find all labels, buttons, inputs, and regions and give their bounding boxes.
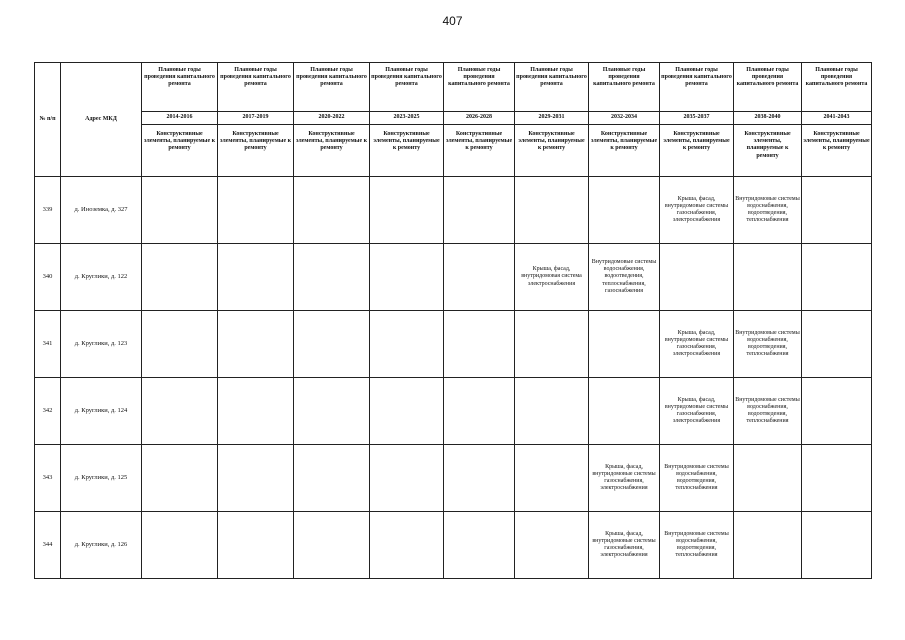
table-cell [218, 311, 294, 378]
elements-header: Конструктивные элементы, планируемые к ремонту [589, 125, 660, 177]
table-cell [218, 177, 294, 244]
plan-header: Плановые годы проведения капитального ремонта [444, 63, 515, 112]
table-cell [218, 512, 294, 579]
table-cell [444, 177, 515, 244]
column-header-address: Адрес МКД [61, 63, 142, 177]
table-cell [802, 378, 872, 445]
table-cell [142, 378, 218, 445]
table-cell [142, 445, 218, 512]
table-cell [802, 244, 872, 311]
table-cell: Внутридомовые системы водоснабжения, водоотведения, теплоснабжения [734, 177, 802, 244]
table-cell [660, 244, 734, 311]
year-range: 2032-2034 [589, 112, 660, 125]
plan-header: Плановые годы проведения капитального ремонта [734, 63, 802, 112]
year-range: 2026-2028 [444, 112, 515, 125]
table-cell [142, 512, 218, 579]
table-cell: Крыша, фасад, внутридомовая система электроснабжения [515, 244, 589, 311]
table-cell: Крыша, фасад, внутридомовые системы газоснабжения, электроснабжения [660, 378, 734, 445]
table-cell: Крыша, фасад, внутридомовые системы газоснабжения, электроснабжения [660, 311, 734, 378]
plan-header: Плановые годы проведения капитального ремонта [660, 63, 734, 112]
elements-header: Конструктивные элементы, планируемые к ремонту [294, 125, 370, 177]
row-number: 344 [35, 512, 61, 579]
table-cell [218, 378, 294, 445]
table-row [35, 244, 872, 311]
page-number: 407 [442, 14, 463, 28]
table-cell [444, 244, 515, 311]
table-cell: Внутридомовые системы водоснабжения, водоотведения, теплоснабжения, газоснабжения [589, 244, 660, 311]
elements-header: Конструктивные элементы, планируемые к ремонту [734, 125, 802, 177]
row-address: д. Иноземка, д. 327 [61, 177, 142, 244]
year-range: 2035-2037 [660, 112, 734, 125]
table-cell [142, 311, 218, 378]
table-cell [370, 244, 444, 311]
table-cell [142, 244, 218, 311]
elements-header: Конструктивные элементы, планируемые к ремонту [218, 125, 294, 177]
row-address: д. Круглики, д. 122 [61, 244, 142, 311]
table-cell [294, 378, 370, 445]
table-cell: Крыша, фасад, внутридомовые системы газоснабжения, электроснабжения [660, 177, 734, 244]
row-number: 343 [35, 445, 61, 512]
table-cell [444, 445, 515, 512]
table-cell [444, 311, 515, 378]
table-cell [802, 311, 872, 378]
table-cell [589, 378, 660, 445]
plan-header: Плановые годы проведения капитального ремонта [142, 63, 218, 112]
table-cell [444, 512, 515, 579]
table-cell [142, 177, 218, 244]
year-range: 2014-2016 [142, 112, 218, 125]
elements-header: Конструктивные элементы, планируемые к ремонту [142, 125, 218, 177]
table-row [35, 177, 872, 244]
table-cell [218, 244, 294, 311]
table-cell [734, 512, 802, 579]
table-cell [294, 445, 370, 512]
elements-header: Конструктивные элементы, планируемые к ремонту [515, 125, 589, 177]
plan-header: Плановые годы проведения капитального ремонта [218, 63, 294, 112]
plan-header: Плановые годы проведения капитального ремонта [589, 63, 660, 112]
table-cell [370, 512, 444, 579]
row-number: 340 [35, 244, 61, 311]
table-cell [294, 512, 370, 579]
year-range: 2029-2031 [515, 112, 589, 125]
row-number: 339 [35, 177, 61, 244]
row-number: 342 [35, 378, 61, 445]
header-row-elements [35, 125, 872, 177]
row-address: д. Круглики, д. 124 [61, 378, 142, 445]
elements-header: Конструктивные элементы, планируемые к ремонту [802, 125, 872, 177]
table-cell [589, 177, 660, 244]
table-cell [734, 445, 802, 512]
table-cell [802, 512, 872, 579]
table-cell [294, 177, 370, 244]
table-cell [370, 378, 444, 445]
plan-header: Плановые годы проведения капитального ремонта [515, 63, 589, 112]
elements-header: Конструктивные элементы, планируемые к ремонту [370, 125, 444, 177]
table-cell: Внутридомовые системы водоснабжения, водоотведения, теплоснабжения [660, 445, 734, 512]
table-cell [589, 311, 660, 378]
table-cell [515, 177, 589, 244]
table-cell [802, 445, 872, 512]
year-range: 2017-2019 [218, 112, 294, 125]
table-cell: Крыша, фасад, внутридомовые системы газоснабжения, электроснабжения [589, 512, 660, 579]
table-cell: Внутридомовые системы водоснабжения, водоотведения, теплоснабжения [734, 378, 802, 445]
table-cell [515, 311, 589, 378]
row-address: д. Круглики, д. 123 [61, 311, 142, 378]
year-range: 2041-2043 [802, 112, 872, 125]
table-cell [294, 311, 370, 378]
table-cell [734, 244, 802, 311]
column-header-number: № п/п [35, 63, 61, 177]
row-address: д. Круглики, д. 125 [61, 445, 142, 512]
table-row [35, 445, 872, 512]
table-cell [515, 512, 589, 579]
table-cell [370, 311, 444, 378]
plan-header: Плановые годы проведения капитального ремонта [802, 63, 872, 112]
row-number: 341 [35, 311, 61, 378]
header-row-plan [35, 63, 872, 112]
year-range: 2020-2022 [294, 112, 370, 125]
table-cell [370, 445, 444, 512]
table-cell [515, 378, 589, 445]
elements-header: Конструктивные элементы, планируемые к ремонту [660, 125, 734, 177]
table-cell [370, 177, 444, 244]
repair-schedule-table [34, 62, 872, 579]
table-cell: Крыша, фасад, внутридомовые системы газоснабжения, электроснабжения [589, 445, 660, 512]
table-cell: Внутридомовые системы водоснабжения, водоотведения, теплоснабжения [734, 311, 802, 378]
table-cell [802, 177, 872, 244]
table-cell [218, 445, 294, 512]
elements-header: Конструктивные элементы, планируемые к ремонту [444, 125, 515, 177]
table-cell [515, 445, 589, 512]
plan-header: Плановые годы проведения капитального ремонта [370, 63, 444, 112]
header-row-years [35, 112, 872, 125]
table-row [35, 311, 872, 378]
table-cell [444, 378, 515, 445]
table-cell: Внутридомовые системы водоснабжения, водоотведения, теплоснабжения [660, 512, 734, 579]
year-range: 2038-2040 [734, 112, 802, 125]
year-range: 2023-2025 [370, 112, 444, 125]
plan-header: Плановые годы проведения капитального ремонта [294, 63, 370, 112]
table-cell [294, 244, 370, 311]
row-address: д. Круглики, д. 126 [61, 512, 142, 579]
table-row [35, 512, 872, 579]
table-row [35, 378, 872, 445]
